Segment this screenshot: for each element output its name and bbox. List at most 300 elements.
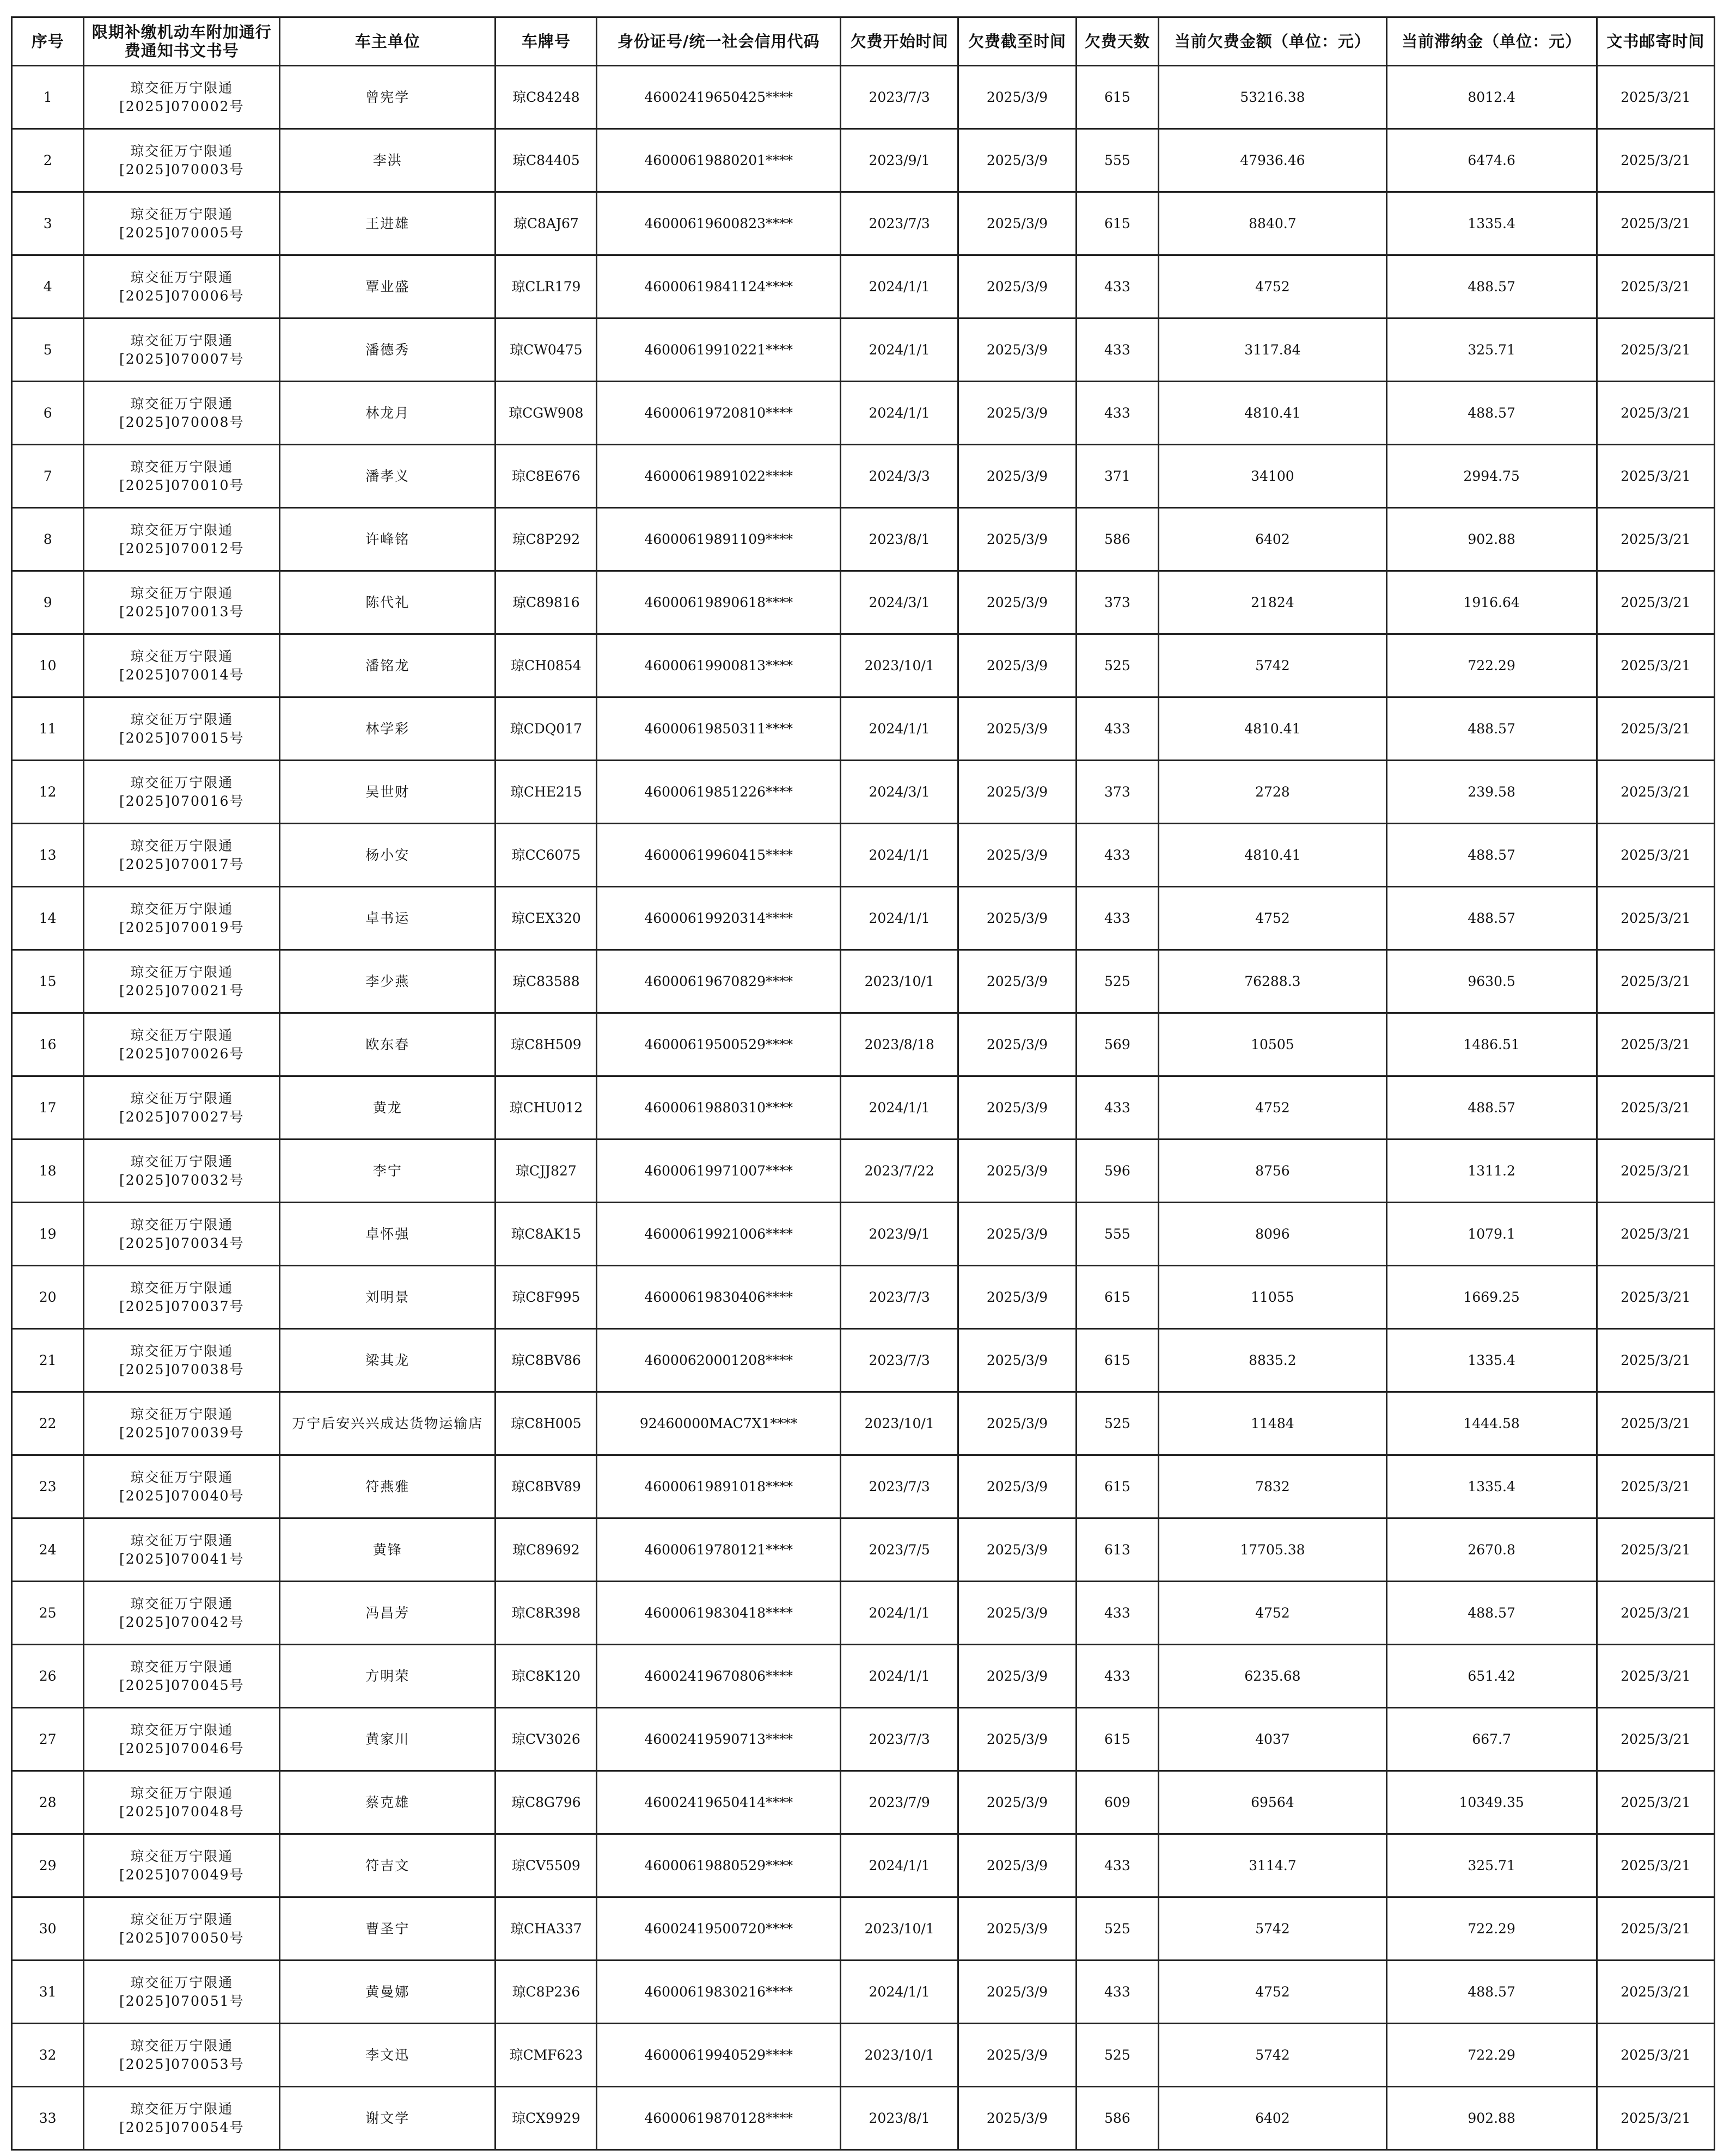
arrears-days-cell: 433	[1076, 1961, 1159, 2024]
arrears-days-cell: 555	[1076, 129, 1159, 192]
plate-cell: 琼CV3026	[496, 1708, 597, 1771]
arrears-amount-cell: 5742	[1159, 1897, 1386, 1961]
late-fee-cell: 722.29	[1386, 1897, 1597, 1961]
id-number-cell: 46000619891109****	[597, 508, 841, 571]
late-fee-cell: 2670.8	[1386, 1518, 1597, 1582]
seq-cell: 33	[12, 2087, 84, 2150]
mail-date-cell: 2025/3/21	[1597, 2024, 1714, 2087]
arrears-end-cell: 2025/3/9	[958, 129, 1076, 192]
late-fee-cell: 9630.5	[1386, 950, 1597, 1013]
id-number-cell: 46000619870128****	[597, 2087, 841, 2150]
owner-cell: 覃业盛	[280, 255, 496, 318]
arrears-amount-cell: 17705.38	[1159, 1518, 1386, 1582]
id-number-cell: 46000619891018****	[597, 1455, 841, 1518]
late-fee-cell: 6474.6	[1386, 129, 1597, 192]
document-number-cell: 琼交征万宁限通[2025]070017号	[84, 824, 280, 887]
arrears-amount-cell: 4810.41	[1159, 824, 1386, 887]
table-row	[12, 697, 1715, 761]
arrears-amount-cell: 47936.46	[1159, 129, 1386, 192]
header-row	[12, 17, 1715, 66]
late-fee-cell: 1486.51	[1386, 1013, 1597, 1076]
seq-cell: 2	[12, 129, 84, 192]
arrears-amount-cell: 8756	[1159, 1140, 1386, 1203]
arrears-end-cell: 2025/3/9	[958, 1645, 1076, 1708]
owner-cell: 黄家川	[280, 1708, 496, 1771]
plate-cell: 琼C8E676	[496, 445, 597, 508]
arrears-start-cell: 2023/8/1	[841, 2087, 958, 2150]
arrears-start-cell: 2023/9/1	[841, 129, 958, 192]
header-arrears-start: 欠费开始时间	[841, 17, 958, 66]
owner-cell: 黄锋	[280, 1518, 496, 1582]
document-number-cell: 琼交征万宁限通[2025]070026号	[84, 1013, 280, 1076]
seq-cell: 10	[12, 634, 84, 697]
arrears-amount-cell: 11484	[1159, 1392, 1386, 1455]
document-number-cell: 琼交征万宁限通[2025]070019号	[84, 887, 280, 950]
seq-cell: 17	[12, 1076, 84, 1140]
arrears-days-cell: 433	[1076, 1645, 1159, 1708]
seq-cell: 14	[12, 887, 84, 950]
mail-date-cell: 2025/3/21	[1597, 1140, 1714, 1203]
arrears-amount-cell: 69564	[1159, 1771, 1386, 1834]
table-row	[12, 1645, 1715, 1708]
arrears-days-cell: 371	[1076, 445, 1159, 508]
owner-cell: 冯昌芳	[280, 1582, 496, 1645]
seq-cell: 23	[12, 1455, 84, 1518]
document-number-cell: 琼交征万宁限通[2025]070027号	[84, 1076, 280, 1140]
arrears-end-cell: 2025/3/9	[958, 1203, 1076, 1266]
id-number-cell: 46000619500529****	[597, 1013, 841, 1076]
id-number-cell: 46000619841124****	[597, 255, 841, 318]
arrears-start-cell: 2024/1/1	[841, 887, 958, 950]
arrears-end-cell: 2025/3/9	[958, 1834, 1076, 1897]
arrears-end-cell: 2025/3/9	[958, 950, 1076, 1013]
owner-cell: 潘孝义	[280, 445, 496, 508]
arrears-days-cell: 433	[1076, 824, 1159, 887]
mail-date-cell: 2025/3/21	[1597, 1645, 1714, 1708]
arrears-amount-cell: 21824	[1159, 571, 1386, 634]
seq-cell: 7	[12, 445, 84, 508]
seq-cell: 25	[12, 1582, 84, 1645]
seq-cell: 29	[12, 1834, 84, 1897]
seq-cell: 20	[12, 1266, 84, 1329]
table-row	[12, 1961, 1715, 2024]
seq-cell: 22	[12, 1392, 84, 1455]
arrears-amount-cell: 10505	[1159, 1013, 1386, 1076]
id-number-cell: 46002419650414****	[597, 1771, 841, 1834]
document-number-cell: 琼交征万宁限通[2025]070050号	[84, 1897, 280, 1961]
arrears-end-cell: 2025/3/9	[958, 1266, 1076, 1329]
arrears-start-cell: 2023/10/1	[841, 950, 958, 1013]
table-row	[12, 1834, 1715, 1897]
mail-date-cell: 2025/3/21	[1597, 697, 1714, 761]
late-fee-cell: 488.57	[1386, 255, 1597, 318]
document-number-cell: 琼交征万宁限通[2025]070045号	[84, 1645, 280, 1708]
table-row	[12, 634, 1715, 697]
table-row	[12, 1897, 1715, 1961]
arrears-start-cell: 2024/1/1	[841, 318, 958, 382]
owner-cell: 吴世财	[280, 761, 496, 824]
table-row	[12, 129, 1715, 192]
id-number-cell: 46000619720810****	[597, 382, 841, 445]
id-number-cell: 46000619850311****	[597, 697, 841, 761]
id-number-cell: 46002419650425****	[597, 66, 841, 129]
table-header	[12, 17, 1715, 66]
arrears-amount-cell: 3117.84	[1159, 318, 1386, 382]
arrears-end-cell: 2025/3/9	[958, 382, 1076, 445]
mail-date-cell: 2025/3/21	[1597, 1834, 1714, 1897]
arrears-amount-cell: 2728	[1159, 761, 1386, 824]
late-fee-cell: 722.29	[1386, 2024, 1597, 2087]
id-number-cell: 46000619891022****	[597, 445, 841, 508]
owner-cell: 方明荣	[280, 1645, 496, 1708]
arrears-start-cell: 2023/9/1	[841, 1203, 958, 1266]
arrears-days-cell: 555	[1076, 1203, 1159, 1266]
seq-cell: 24	[12, 1518, 84, 1582]
document-number-cell: 琼交征万宁限通[2025]070021号	[84, 950, 280, 1013]
table-row	[12, 571, 1715, 634]
seq-cell: 31	[12, 1961, 84, 2024]
arrears-days-cell: 615	[1076, 1455, 1159, 1518]
arrears-days-cell: 433	[1076, 697, 1159, 761]
document-number-cell: 琼交征万宁限通[2025]070005号	[84, 192, 280, 255]
arrears-end-cell: 2025/3/9	[958, 1518, 1076, 1582]
late-fee-cell: 8012.4	[1386, 66, 1597, 129]
mail-date-cell: 2025/3/21	[1597, 1266, 1714, 1329]
mail-date-cell: 2025/3/21	[1597, 1329, 1714, 1392]
header-seq: 序号	[12, 17, 84, 66]
arrears-amount-cell: 6235.68	[1159, 1645, 1386, 1708]
arrears-end-cell: 2025/3/9	[958, 318, 1076, 382]
document-number-cell: 琼交征万宁限通[2025]070006号	[84, 255, 280, 318]
arrears-end-cell: 2025/3/9	[958, 445, 1076, 508]
seq-cell: 28	[12, 1771, 84, 1834]
owner-cell: 卓怀强	[280, 1203, 496, 1266]
plate-cell: 琼C84248	[496, 66, 597, 129]
id-number-cell: 46000619830406****	[597, 1266, 841, 1329]
seq-cell: 6	[12, 382, 84, 445]
document-number-cell: 琼交征万宁限通[2025]070016号	[84, 761, 280, 824]
late-fee-cell: 1079.1	[1386, 1203, 1597, 1266]
table-row	[12, 1708, 1715, 1771]
plate-cell: 琼CW0475	[496, 318, 597, 382]
late-fee-cell: 325.71	[1386, 318, 1597, 382]
id-number-cell: 46000619940529****	[597, 2024, 841, 2087]
arrears-start-cell: 2023/8/1	[841, 508, 958, 571]
document-number-cell: 琼交征万宁限通[2025]070008号	[84, 382, 280, 445]
table-row	[12, 508, 1715, 571]
mail-date-cell: 2025/3/21	[1597, 887, 1714, 950]
table-row	[12, 1013, 1715, 1076]
plate-cell: 琼CLR179	[496, 255, 597, 318]
arrears-days-cell: 615	[1076, 192, 1159, 255]
id-number-cell: 46000619971007****	[597, 1140, 841, 1203]
late-fee-cell: 667.7	[1386, 1708, 1597, 1771]
id-number-cell: 46000619830418****	[597, 1582, 841, 1645]
arrears-amount-cell: 4752	[1159, 1076, 1386, 1140]
owner-cell: 卓书运	[280, 887, 496, 950]
plate-cell: 琼CMF623	[496, 2024, 597, 2087]
arrears-days-cell: 525	[1076, 2024, 1159, 2087]
mail-date-cell: 2025/3/21	[1597, 1708, 1714, 1771]
table-row	[12, 445, 1715, 508]
arrears-amount-cell: 11055	[1159, 1266, 1386, 1329]
header-id-number: 身份证号/统一社会信用代码	[597, 17, 841, 66]
arrears-end-cell: 2025/3/9	[958, 634, 1076, 697]
owner-cell: 符吉文	[280, 1834, 496, 1897]
arrears-days-cell: 609	[1076, 1771, 1159, 1834]
arrears-days-cell: 615	[1076, 66, 1159, 129]
arrears-amount-cell: 76288.3	[1159, 950, 1386, 1013]
plate-cell: 琼C84405	[496, 129, 597, 192]
arrears-days-cell: 586	[1076, 2087, 1159, 2150]
arrears-start-cell: 2023/7/3	[841, 1266, 958, 1329]
arrears-start-cell: 2023/10/1	[841, 1897, 958, 1961]
arrears-end-cell: 2025/3/9	[958, 508, 1076, 571]
seq-cell: 4	[12, 255, 84, 318]
plate-cell: 琼C8F995	[496, 1266, 597, 1329]
mail-date-cell: 2025/3/21	[1597, 1897, 1714, 1961]
arrears-start-cell: 2023/7/3	[841, 192, 958, 255]
owner-cell: 谢文学	[280, 2087, 496, 2150]
mail-date-cell: 2025/3/21	[1597, 66, 1714, 129]
id-number-cell: 46002419590713****	[597, 1708, 841, 1771]
arrears-start-cell: 2023/8/18	[841, 1013, 958, 1076]
late-fee-cell: 488.57	[1386, 1582, 1597, 1645]
arrears-end-cell: 2025/3/9	[958, 1897, 1076, 1961]
arrears-end-cell: 2025/3/9	[958, 571, 1076, 634]
mail-date-cell: 2025/3/21	[1597, 192, 1714, 255]
arrears-amount-cell: 4752	[1159, 887, 1386, 950]
id-number-cell: 46000619880310****	[597, 1076, 841, 1140]
mail-date-cell: 2025/3/21	[1597, 1961, 1714, 2024]
table-row	[12, 1455, 1715, 1518]
id-number-cell: 46002419500720****	[597, 1897, 841, 1961]
late-fee-cell: 488.57	[1386, 1961, 1597, 2024]
plate-cell: 琼CHA337	[496, 1897, 597, 1961]
plate-cell: 琼C8H005	[496, 1392, 597, 1455]
owner-cell: 潘德秀	[280, 318, 496, 382]
arrears-days-cell: 433	[1076, 318, 1159, 382]
arrears-amount-cell: 4752	[1159, 1961, 1386, 2024]
seq-cell: 12	[12, 761, 84, 824]
late-fee-cell: 722.29	[1386, 634, 1597, 697]
arrears-start-cell: 2023/7/3	[841, 1455, 958, 1518]
table-row	[12, 887, 1715, 950]
late-fee-cell: 651.42	[1386, 1645, 1597, 1708]
plate-cell: 琼CDQ017	[496, 697, 597, 761]
mail-date-cell: 2025/3/21	[1597, 1518, 1714, 1582]
document-number-cell: 琼交征万宁限通[2025]070039号	[84, 1392, 280, 1455]
arrears-start-cell: 2024/1/1	[841, 1582, 958, 1645]
arrears-amount-cell: 4810.41	[1159, 697, 1386, 761]
id-number-cell: 46000619880201****	[597, 129, 841, 192]
plate-cell: 琼CJJ827	[496, 1140, 597, 1203]
mail-date-cell: 2025/3/21	[1597, 382, 1714, 445]
seq-cell: 5	[12, 318, 84, 382]
seq-cell: 19	[12, 1203, 84, 1266]
seq-cell: 1	[12, 66, 84, 129]
mail-date-cell: 2025/3/21	[1597, 634, 1714, 697]
header-owner: 车主单位	[280, 17, 496, 66]
owner-cell: 王进雄	[280, 192, 496, 255]
arrears-days-cell: 373	[1076, 571, 1159, 634]
plate-cell: 琼C8K120	[496, 1645, 597, 1708]
late-fee-cell: 1335.4	[1386, 1329, 1597, 1392]
arrears-days-cell: 615	[1076, 1708, 1159, 1771]
document-number-cell: 琼交征万宁限通[2025]070046号	[84, 1708, 280, 1771]
arrears-start-cell: 2023/10/1	[841, 1392, 958, 1455]
late-fee-cell: 239.58	[1386, 761, 1597, 824]
seq-cell: 3	[12, 192, 84, 255]
document-number-cell: 琼交征万宁限通[2025]070054号	[84, 2087, 280, 2150]
late-fee-cell: 902.88	[1386, 2087, 1597, 2150]
document-number-cell: 琼交征万宁限通[2025]070051号	[84, 1961, 280, 2024]
seq-cell: 32	[12, 2024, 84, 2087]
mail-date-cell: 2025/3/21	[1597, 1013, 1714, 1076]
seq-cell: 27	[12, 1708, 84, 1771]
plate-cell: 琼C89692	[496, 1518, 597, 1582]
document-number-cell: 琼交征万宁限通[2025]070037号	[84, 1266, 280, 1329]
seq-cell: 9	[12, 571, 84, 634]
document-number-cell: 琼交征万宁限通[2025]070053号	[84, 2024, 280, 2087]
arrears-amount-cell: 4752	[1159, 1582, 1386, 1645]
late-fee-cell: 1669.25	[1386, 1266, 1597, 1329]
plate-cell: 琼C8AJ67	[496, 192, 597, 255]
header-document-number: 限期补缴机动车附加通行费通知书文书号	[84, 17, 280, 66]
id-number-cell: 46000619851226****	[597, 761, 841, 824]
arrears-amount-cell: 7832	[1159, 1455, 1386, 1518]
arrears-end-cell: 2025/3/9	[958, 1140, 1076, 1203]
arrears-end-cell: 2025/3/9	[958, 1392, 1076, 1455]
id-number-cell: 92460000MAC7X1****	[597, 1392, 841, 1455]
arrears-end-cell: 2025/3/9	[958, 2024, 1076, 2087]
mail-date-cell: 2025/3/21	[1597, 508, 1714, 571]
document-number-cell: 琼交征万宁限通[2025]070032号	[84, 1140, 280, 1203]
mail-date-cell: 2025/3/21	[1597, 761, 1714, 824]
seq-cell: 18	[12, 1140, 84, 1203]
late-fee-cell: 1311.2	[1386, 1140, 1597, 1203]
owner-cell: 李洪	[280, 129, 496, 192]
document-number-cell: 琼交征万宁限通[2025]070014号	[84, 634, 280, 697]
document-number-cell: 琼交征万宁限通[2025]070049号	[84, 1834, 280, 1897]
owner-cell: 李宁	[280, 1140, 496, 1203]
mail-date-cell: 2025/3/21	[1597, 571, 1714, 634]
arrears-table	[11, 16, 1715, 2151]
plate-cell: 琼C8R398	[496, 1582, 597, 1645]
arrears-days-cell: 525	[1076, 1392, 1159, 1455]
table-row	[12, 1203, 1715, 1266]
plate-cell: 琼CH0854	[496, 634, 597, 697]
mail-date-cell: 2025/3/21	[1597, 824, 1714, 887]
id-number-cell: 46000619890618****	[597, 571, 841, 634]
arrears-days-cell: 433	[1076, 382, 1159, 445]
arrears-days-cell: 525	[1076, 1897, 1159, 1961]
seq-cell: 11	[12, 697, 84, 761]
owner-cell: 林龙月	[280, 382, 496, 445]
mail-date-cell: 2025/3/21	[1597, 1771, 1714, 1834]
id-number-cell: 46000619780121****	[597, 1518, 841, 1582]
arrears-amount-cell: 5742	[1159, 2024, 1386, 2087]
late-fee-cell: 1335.4	[1386, 1455, 1597, 1518]
plate-cell: 琼C8BV89	[496, 1455, 597, 1518]
arrears-amount-cell: 5742	[1159, 634, 1386, 697]
arrears-days-cell: 433	[1076, 1076, 1159, 1140]
seq-cell: 30	[12, 1897, 84, 1961]
plate-cell: 琼CHE215	[496, 761, 597, 824]
arrears-amount-cell: 8835.2	[1159, 1329, 1386, 1392]
mail-date-cell: 2025/3/21	[1597, 445, 1714, 508]
table-row	[12, 1266, 1715, 1329]
plate-cell: 琼C8P292	[496, 508, 597, 571]
arrears-days-cell: 433	[1076, 887, 1159, 950]
table-row	[12, 1140, 1715, 1203]
seq-cell: 16	[12, 1013, 84, 1076]
arrears-start-cell: 2024/1/1	[841, 697, 958, 761]
seq-cell: 21	[12, 1329, 84, 1392]
late-fee-cell: 488.57	[1386, 382, 1597, 445]
late-fee-cell: 488.57	[1386, 824, 1597, 887]
owner-cell: 曹圣宁	[280, 1897, 496, 1961]
arrears-end-cell: 2025/3/9	[958, 1329, 1076, 1392]
id-number-cell: 46000619960415****	[597, 824, 841, 887]
arrears-end-cell: 2025/3/9	[958, 1013, 1076, 1076]
id-number-cell: 46000619900813****	[597, 634, 841, 697]
arrears-end-cell: 2025/3/9	[958, 1582, 1076, 1645]
mail-date-cell: 2025/3/21	[1597, 129, 1714, 192]
mail-date-cell: 2025/3/21	[1597, 1203, 1714, 1266]
arrears-days-cell: 433	[1076, 1834, 1159, 1897]
late-fee-cell: 1444.58	[1386, 1392, 1597, 1455]
owner-cell: 陈代礼	[280, 571, 496, 634]
plate-cell: 琼C8G796	[496, 1771, 597, 1834]
plate-cell: 琼C8BV86	[496, 1329, 597, 1392]
document-number-cell: 琼交征万宁限通[2025]070012号	[84, 508, 280, 571]
late-fee-cell: 10349.35	[1386, 1771, 1597, 1834]
arrears-amount-cell: 4752	[1159, 255, 1386, 318]
arrears-end-cell: 2025/3/9	[958, 887, 1076, 950]
arrears-amount-cell: 6402	[1159, 2087, 1386, 2150]
late-fee-cell: 488.57	[1386, 1076, 1597, 1140]
arrears-end-cell: 2025/3/9	[958, 1961, 1076, 2024]
plate-cell: 琼C8AK15	[496, 1203, 597, 1266]
document-number-cell: 琼交征万宁限通[2025]070002号	[84, 66, 280, 129]
document-number-cell: 琼交征万宁限通[2025]070013号	[84, 571, 280, 634]
arrears-days-cell: 586	[1076, 508, 1159, 571]
arrears-start-cell: 2024/1/1	[841, 1645, 958, 1708]
mail-date-cell: 2025/3/21	[1597, 1582, 1714, 1645]
id-number-cell: 46000619910221****	[597, 318, 841, 382]
arrears-end-cell: 2025/3/9	[958, 824, 1076, 887]
owner-cell: 蔡克雄	[280, 1771, 496, 1834]
document-number-cell: 琼交征万宁限通[2025]070040号	[84, 1455, 280, 1518]
arrears-start-cell: 2024/1/1	[841, 824, 958, 887]
table-row	[12, 824, 1715, 887]
owner-cell: 李文迅	[280, 2024, 496, 2087]
arrears-start-cell: 2023/7/5	[841, 1518, 958, 1582]
arrears-end-cell: 2025/3/9	[958, 66, 1076, 129]
plate-cell: 琼C89816	[496, 571, 597, 634]
arrears-days-cell: 596	[1076, 1140, 1159, 1203]
id-number-cell: 46000619880529****	[597, 1834, 841, 1897]
owner-cell: 林学彩	[280, 697, 496, 761]
arrears-days-cell: 373	[1076, 761, 1159, 824]
arrears-start-cell: 2024/3/1	[841, 571, 958, 634]
document-number-cell: 琼交征万宁限通[2025]070034号	[84, 1203, 280, 1266]
arrears-end-cell: 2025/3/9	[958, 761, 1076, 824]
arrears-start-cell: 2023/7/3	[841, 1708, 958, 1771]
plate-cell: 琼CV5509	[496, 1834, 597, 1897]
seq-cell: 8	[12, 508, 84, 571]
